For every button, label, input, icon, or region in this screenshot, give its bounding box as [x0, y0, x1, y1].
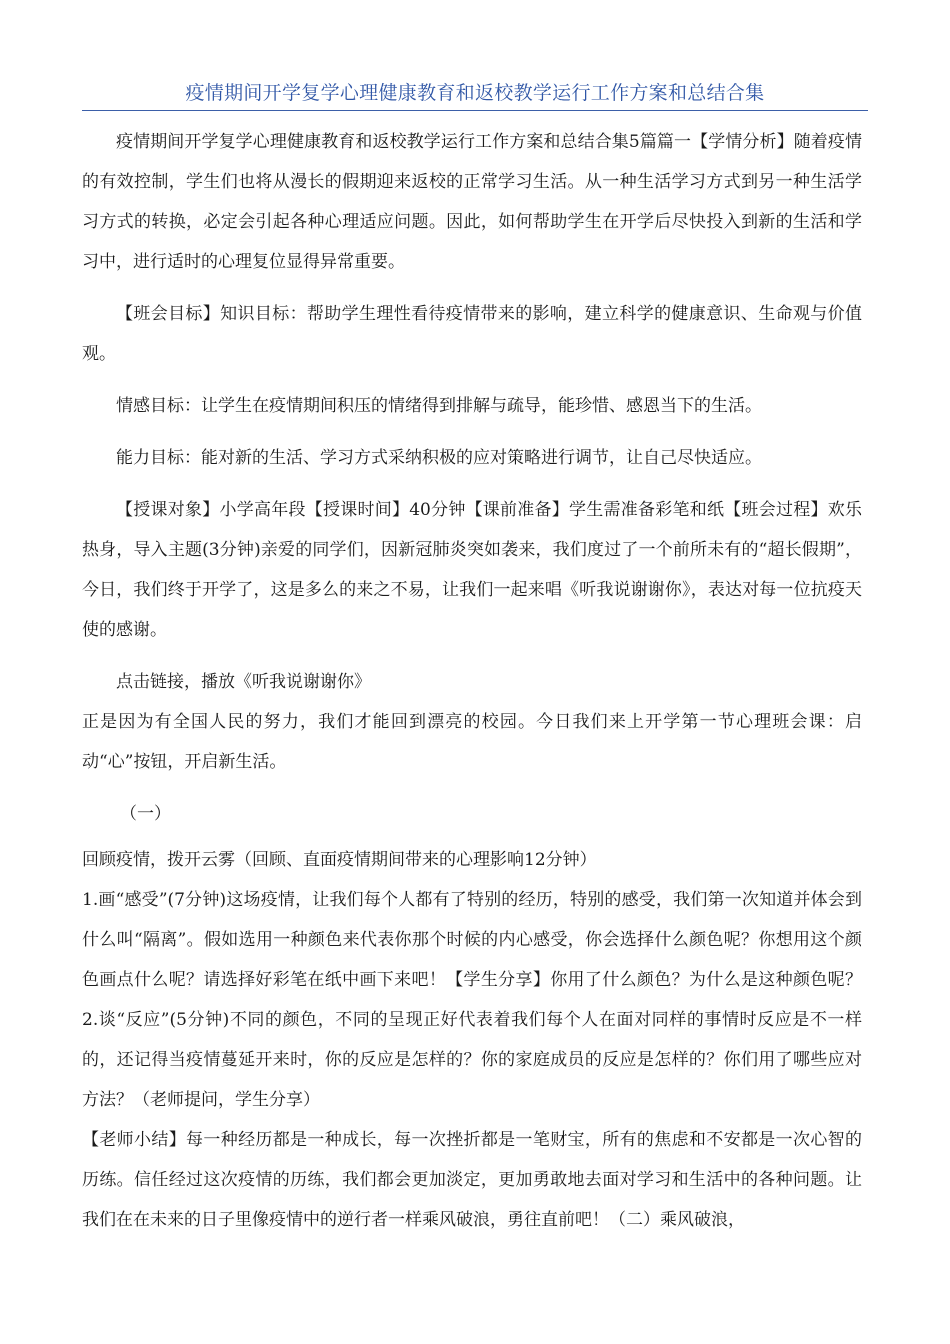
section-heading-review: 回顾疫情，拨开云雾（回顾、直面疫情期间带来的心理影响12分钟） [82, 850, 597, 870]
paragraph-class-process: 【授课对象】小学高年段【授课时间】40分钟【课前准备】学生需准备彩笔和纸【班会过程】欢乐热身，导入主题(3分钟)亲爱的同学们，因新冠肺炎突如袭来，我们度过了一个前所未有的“超长假期”，今日，我们终于开学了，这是多么的来之不易，让我们一起来唱《听我说谢谢你》，表达对每一位抗疫天使的感谢。 [82, 500, 862, 640]
paragraph-goal-ability: 能力目标：能对新的生活、学习方式采纳积极的应对策略进行调节，让自己尽快适应。 [116, 448, 762, 468]
paragraph-goal-knowledge: 【班会目标】知识目标：帮助学生理性看待疫情带来的影响，建立科学的健康意识、生命观与价值观。 [82, 304, 862, 364]
paragraph-intro: 疫情期间开学复学心理健康教育和返校教学运行工作方案和总结合集5篇篇一【学情分析】随着疫情的有效控制，学生们也将从漫长的假期迎来返校的正常学习生活。从一种生活学习方式到另一种生活学习方式的转换，必定会引起各种心理适应问题。因此，如何帮助学生在开学后尽快投入到新的生活和学习中，进行适时的心理复位显得异常重要。 [82, 132, 862, 272]
paragraph-goal-emotion: 情感目标：让学生在疫情期间积压的情绪得到排解与疏导，能珍惜、感恩当下的生活。 [116, 396, 762, 416]
paragraph-draw-feelings: 1.画“感受”(7分钟)这场疫情，让我们每个人都有了特别的经历，特别的感受，我们第一次知道并体会到什么叫“隔离”。假如选用一种颜色来代表你那个时候的内心感受，你会选择什么颜色呢？你想用这个颜色画点什么呢？请选择好彩笔在纸中画下来吧！【学生分享】你用了什么颜色？为什么是这种颜色呢？2.谈“反应”(5分钟)不同的颜色，不同的呈现正好代表着我们每个人在面对同样的事情时反应是不一样的，还记得当疫情蔓延开来时，你的反应是怎样的？你的家庭成员的反应是怎样的？你们用了哪些应对方法？（老师提问，学生分享） [82, 890, 862, 1110]
paragraph-play-link: 点击链接，播放《听我说谢谢你》 [116, 672, 371, 692]
paragraph-start-lesson: 正是因为有全国人民的努力，我们才能回到漂亮的校园。今日我们来上开学第一节心理班会课：启动“心”按钮，开启新生活。 [82, 712, 862, 772]
section-number-one: （一） [120, 804, 171, 824]
document-title: 疫情期间开学复学心理健康教育和返校教学运行工作方案和总结合集 [185, 82, 765, 104]
document-body [82, 122, 862, 1240]
paragraph-teacher-summary: 【老师小结】每一种经历都是一种成长，每一次挫折都是一笔财宝，所有的焦虑和不安都是一次心智的历练。信任经过这次疫情的历练，我们都会更加淡定，更加勇敢地去面对学习和生活中的各种问题。让我们在在未来的日子里像疫情中的逆行者一样乘风破浪，勇往直前吧！（二）乘风破浪， [82, 1130, 862, 1230]
page-header [82, 80, 868, 111]
